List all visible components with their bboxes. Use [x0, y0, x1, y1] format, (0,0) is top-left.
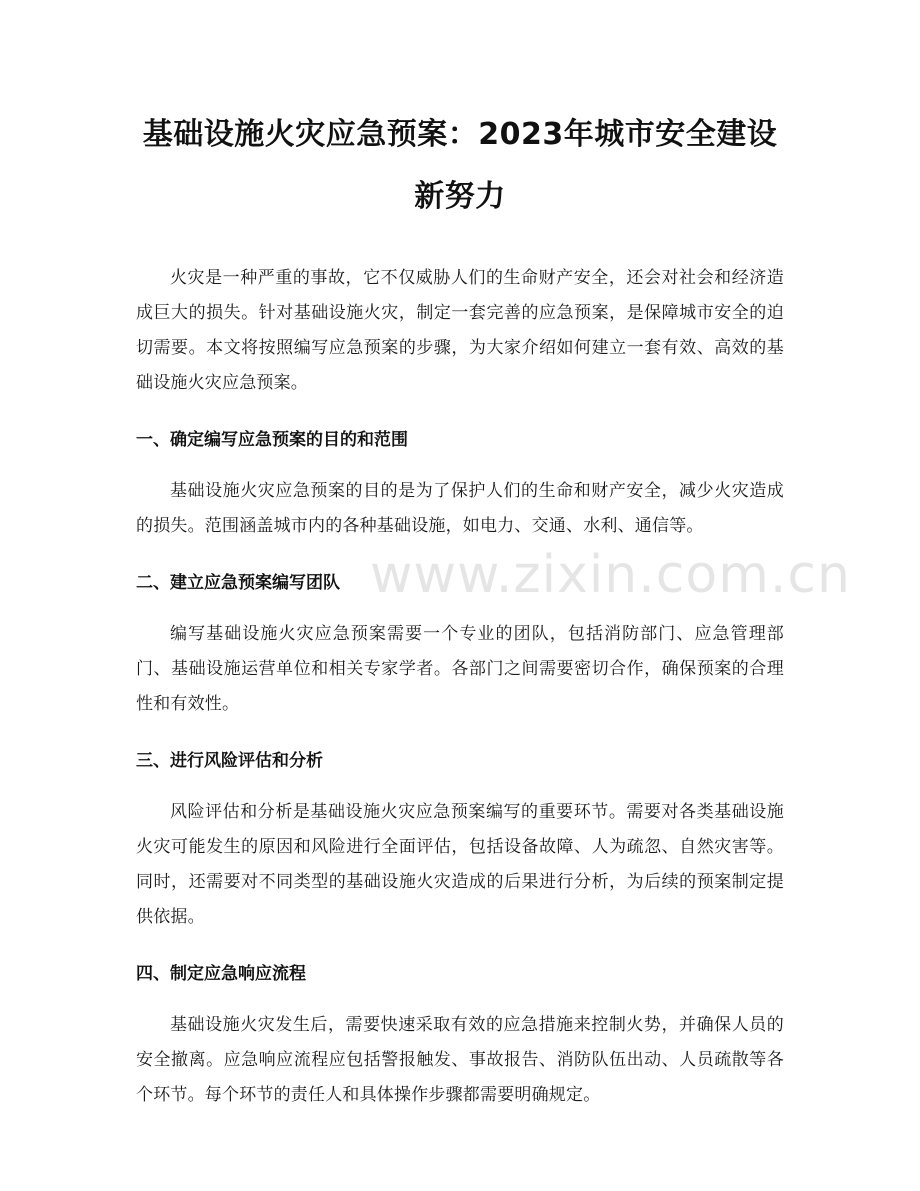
section-body-4: 基础设施火灾发生后，需要快速采取有效的应急措施来控制火势，并确保人员的安全撤离。应急响应流程应包括警报触发、事故报告、消防队伍出动、人员疏散等各个环节。每个环节的责任人和具体操作步骤都需要明确规定。	[136, 1015, 784, 1105]
intro-paragraph: 火灾是一种严重的事故，它不仅威胁人们的生命财产安全，还会对社会和经济造成巨大的损失。针对基础设施火灾，制定一套完善的应急预案，是保障城市安全的迫切需要。本文将按照编写应急预案的步骤，为大家介绍如何建立一套有效、高效的基础设施火灾应急预案。	[136, 268, 784, 393]
section-body-3: 风险评估和分析是基础设施火灾应急预案编写的重要环节。需要对各类基础设施火灾可能发生的原因和风险进行全面评估，包括设备故障、人为疏忽、自然灾害等。同时，还需要对不同类型的基础设施火灾造成的后果进行分析，为后续的预案制定提供依据。	[136, 802, 784, 927]
section-heading-3: 三、进行风险评估和分析	[136, 751, 323, 771]
section-body-1: 基础设施火灾应急预案的目的是为了保护人们的生命和财产安全，减少火灾造成的损失。范围涵盖城市内的各种基础设施，如电力、交通、水利、通信等。	[136, 481, 784, 536]
watermark: www.zixin.com.cn	[370, 545, 851, 605]
section-heading-4: 四、制定应急响应流程	[136, 964, 306, 984]
section-body-2: 编写基础设施火灾应急预案需要一个专业的团队，包括消防部门、应急管理部门、基础设施运营单位和相关专家学者。各部门之间需要密切合作，确保预案的合理性和有效性。	[136, 624, 784, 714]
page-title: 基础设施火灾应急预案：2023年城市安全建设新努力	[142, 117, 778, 214]
section-heading-1: 一、确定编写应急预案的目的和范围	[136, 430, 408, 450]
document-content	[136, 104, 784, 1113]
section-heading-2: 二、建立应急预案编写团队	[136, 573, 340, 593]
